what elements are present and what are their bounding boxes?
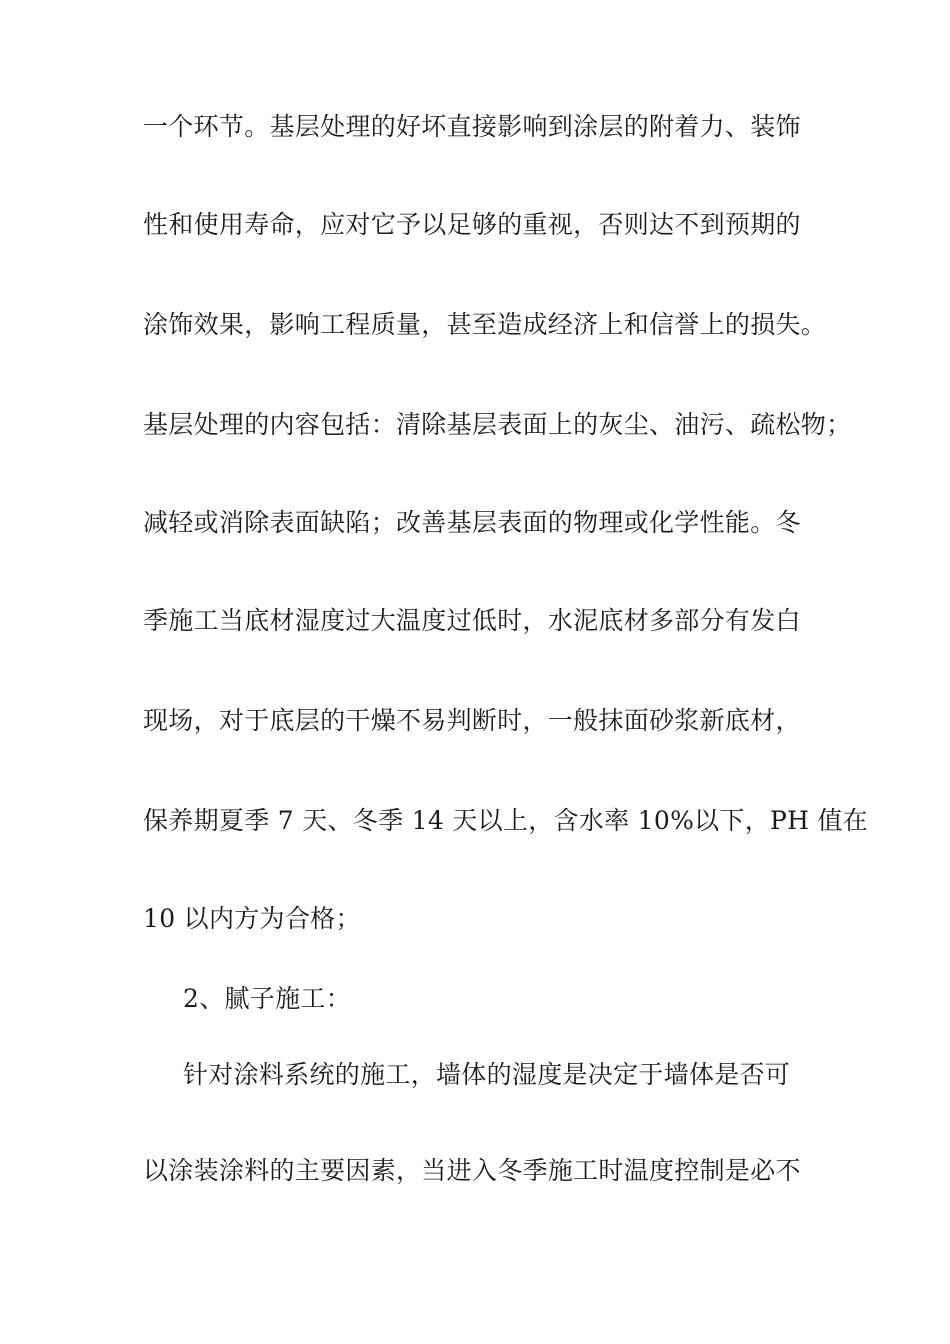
paragraph-line: 基层处理的内容包括：清除基层表面上的灰尘、油污、疏松物； <box>143 410 852 439</box>
paragraph-line: 一个环节。基层处理的好坏直接影响到涂层的附着力、装饰 <box>143 112 801 141</box>
paragraph-line: 保养期夏季 7 天、冬季 14 天以上，含水率 10%以下，PH 值在 <box>143 806 869 835</box>
paragraph-line: 季施工当底材湿度过大温度过低时，水泥底材多部分有发白 <box>143 606 801 635</box>
paragraph-line: 现场，对于底层的干燥不易判断时，一般抹面砂浆新底材， <box>143 706 801 735</box>
paragraph-line: 涂饰效果，影响工程质量，甚至造成经济上和信誉上的损失。 <box>143 310 827 339</box>
section-heading: 2、腻子施工： <box>183 984 352 1013</box>
paragraph-line: 减轻或消除表面缺陷；改善基层表面的物理或化学性能。冬 <box>143 508 801 537</box>
paragraph-line: 性和使用寿命，应对它予以足够的重视，否则达不到预期的 <box>143 210 801 239</box>
paragraph-line: 10 以内方为合格； <box>143 904 361 933</box>
paragraph-line: 以涂装涂料的主要因素，当进入冬季施工时温度控制是必不 <box>143 1156 801 1185</box>
paragraph-line: 针对涂料系统的施工，墙体的湿度是决定于墙体是否可 <box>183 1060 791 1089</box>
